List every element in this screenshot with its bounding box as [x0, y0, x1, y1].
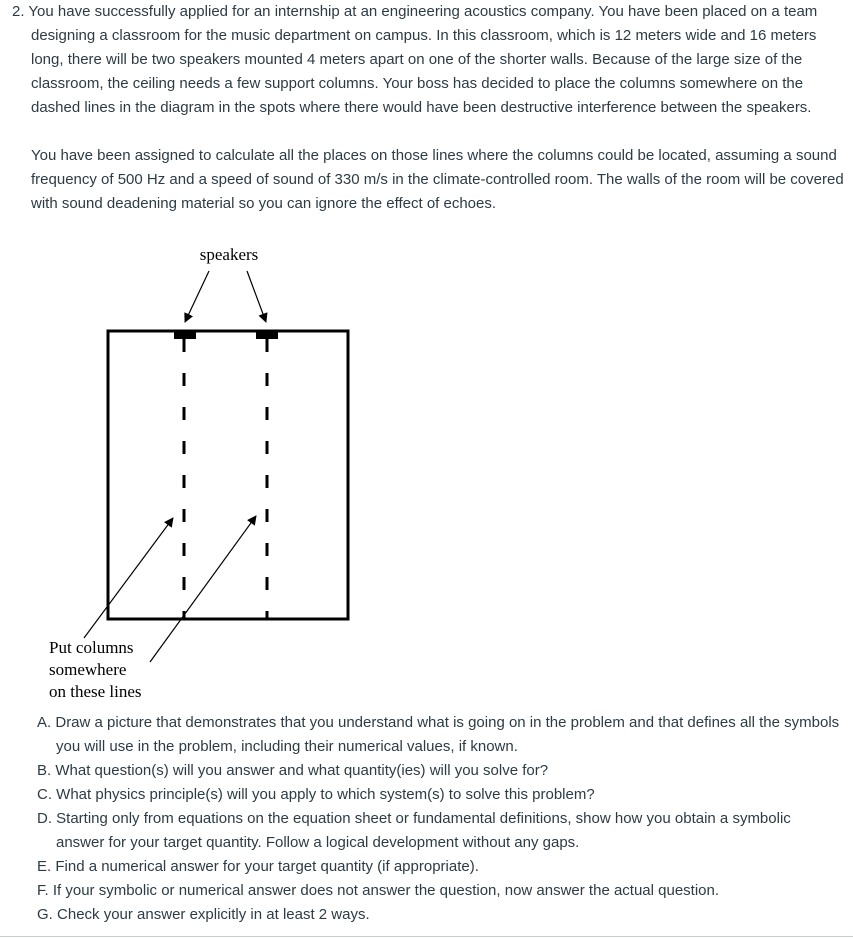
- solution-steps-list: [37, 711, 842, 927]
- speaker-right: [256, 331, 278, 339]
- problem-paragraph-1: [9, 0, 844, 120]
- bottom-divider: [0, 936, 853, 937]
- step-g: G. Check your answer explicitly in at least 2 ways.: [37, 906, 370, 923]
- speakers-label: speakers: [199, 245, 259, 264]
- step-e: E. Find a numerical answer for your target quantity (if appropriate).: [37, 858, 479, 875]
- columns-label-line-3: on these lines: [49, 682, 142, 701]
- speaker-arrow-right: [247, 271, 266, 322]
- columns-label-line-1: Put columns: [49, 638, 134, 657]
- problem-statement: [9, 0, 844, 216]
- column-arrow-right: [150, 516, 256, 662]
- speaker-arrow-left: [185, 271, 209, 322]
- speaker-left: [174, 331, 196, 339]
- problem-paragraph-2: You have been assigned to calculate all the places on those lines where the columns could be located, assuming a sound frequency of 500 Hz and a speed of sound of 330 m/s in the climate-controlled room. The walls of the room will be covered with sound deadening material so you can ignore the effect of echoes.: [31, 147, 844, 212]
- step-b: B. What question(s) will you answer and what quantity(ies) will you solve for?: [37, 762, 549, 779]
- problem-number: 2.: [12, 3, 25, 20]
- classroom-diagram: [0, 240, 853, 710]
- problem-text-1: You have successfully applied for an internship at an engineering acoustics company. You have been placed on a team designing a classroom for the music department on campus. In this classroom, which is 12 meters wide and 16 meters long, there will be two speakers mounted 4 meters apart on one of the shorter walls. Because of the large size of the classroom, the ceiling needs a few support columns. Your boss has decided to place the columns somewhere on the dashed lines in the diagram in the spots where there would have been destructive interference between the speakers.: [28, 3, 818, 116]
- step-f: F. If your symbolic or numerical answer does not answer the question, now answer the actual question.: [37, 882, 720, 899]
- step-c: C. What physics principle(s) will you apply to which system(s) to solve this problem?: [37, 786, 595, 803]
- columns-label-line-2: somewhere: [49, 660, 127, 679]
- step-a: A. Draw a picture that demonstrates that you understand what is going on in the problem and that defines all the symbols you will use in the problem, including their numerical values, if known.: [37, 714, 840, 755]
- step-d: D. Starting only from equations on the equation sheet or fundamental definitions, show how you obtain a symbolic answer for your target quantity. Follow a logical development without any gaps.: [37, 810, 791, 851]
- classroom-outline: [108, 331, 348, 619]
